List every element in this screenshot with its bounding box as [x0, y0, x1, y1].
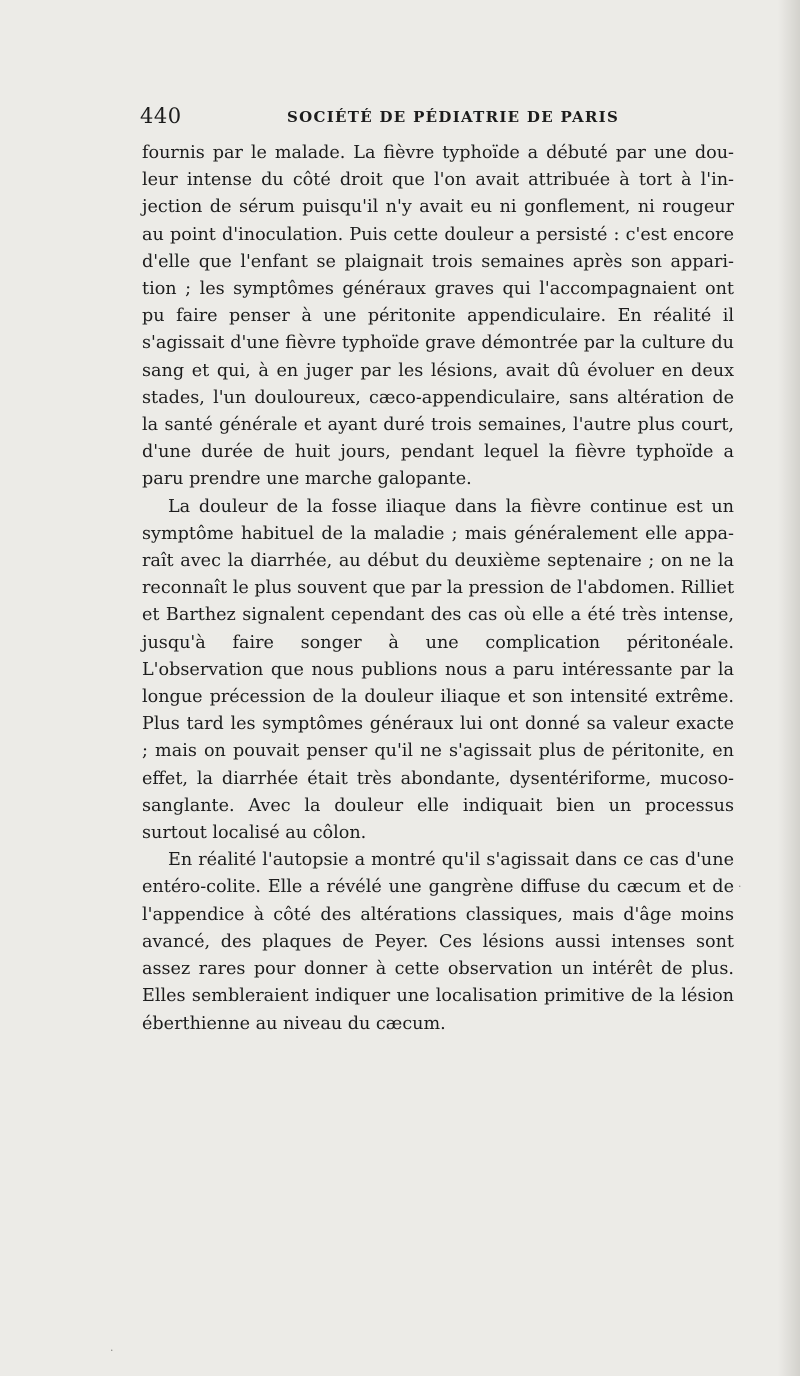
paragraph-3: En réalité l'autopsie a montré qu'il s'agissait dans ce cas d'une entéro-colite. Elle a révélé une gangrène diffuse du cæcum et de l'appendice à côté des altérations classiques, mais d'âge moins avancé, des plaques de Peyer. Ces lésions aussi intenses sont assez rares pour donner à cette observation un intérêt de plus. Elles sembleraient indiquer une localisation primitive de la lésion éberthienne au niveau du cæcum. — [142, 850, 734, 1034]
paragraph-1: fournis par le malade. La fièvre typhoïde a débuté par une douleur intense du côté droit que l'on avait attribuée à tort à l'injection de sérum puisqu'il n'y avait eu ni gonflement, ni rougeur au point d'inoculation. Puis cette douleur a persisté : c'est encore d'elle que l'enfant se plaignait trois semaines après son apparition ; les symptômes généraux graves qui l'accompagnaient ont pu faire penser à une péritonite appendiculaire. En réalité il s'agissait d'une fièvre typhoïde grave démontrée par la culture du sang et qui, à en juger par les lésions, avait dû évoluer en deux stades, l'un douloureux, cæco-appendiculaire, sans altération de la santé générale et ayant duré trois semaines, l'autre plus court, d'une durée de huit jours, pendant lequel la fièvre typhoïde a paru prendre une marche galopante. — [142, 143, 734, 490]
running-head: SOCIÉTÉ DE PÉDIATRIE DE PARIS — [287, 108, 620, 126]
scan-speck: · — [110, 1344, 114, 1357]
paragraph-2: La douleur de la fosse iliaque dans la fièvre continue est un symptôme habituel de la maladie ; mais généralement elle apparaît avec la diarrhée, au début du deuxième septenaire ; on ne la reconnaît le plus souvent que par la pression de l'abdomen. Rilliet et Barthez signalent cependant des cas où elle a été très intense, jusqu'à faire songer à une complication péritonéale. L'observation que nous publions nous a paru intéressante par la longue précession de la douleur iliaque et son intensité extrême. Plus tard les symptômes généraux lui ont donné sa valeur exacte ; mais on pouvait penser qu'il ne s'agissait plus de péritonite, en effet, la diarrhée était très abondante, dysentériforme, mucoso-sanglante. Avec la douleur elle indiquait bien un processus surtout localisé au côlon. — [142, 496, 735, 844]
page-number: 440 — [140, 104, 182, 128]
body-text — [142, 140, 734, 1038]
scan-speck: · — [738, 880, 742, 893]
page-header — [140, 104, 730, 134]
page-edge-shadow — [778, 0, 800, 1376]
